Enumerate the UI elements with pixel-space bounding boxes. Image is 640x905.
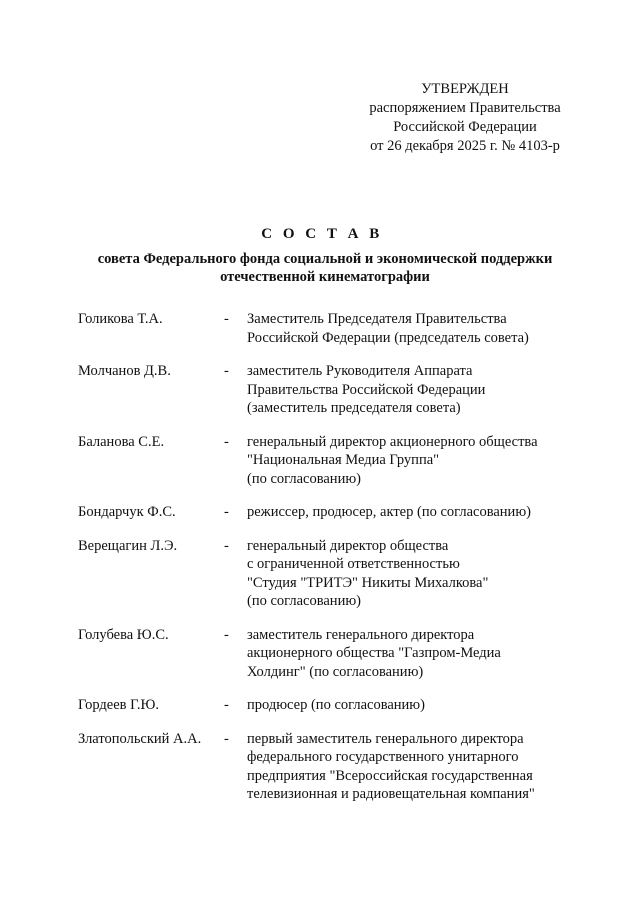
role-line: "Студия "ТРИТЭ" Никиты Михалкова" <box>247 574 489 591</box>
member-name: Верещагин Л.Э. <box>78 537 178 554</box>
role-line: (по согласованию) <box>247 593 361 609</box>
member-dash: - <box>224 730 229 747</box>
role-line: с ограниченной ответственностью <box>247 556 460 572</box>
role-line: акционерного общества "Газпром-Медиа <box>247 645 501 661</box>
member-role <box>247 626 598 682</box>
subtitle-line: совета Федерального фонда социальной и экономической поддержки <box>97 251 553 267</box>
member-row <box>78 503 598 522</box>
member-role <box>247 503 598 522</box>
member-role <box>247 310 598 347</box>
member-row <box>78 696 598 715</box>
member-name: Гордеев Г.Ю. <box>78 697 160 713</box>
member-row <box>78 433 598 489</box>
member-role <box>247 433 598 489</box>
approved-line: от 26 декабря 2025 г. № 4103-р <box>370 138 560 154</box>
role-line: "Национальная Медиа Группа" <box>247 452 440 468</box>
members-list <box>78 310 598 819</box>
role-line: генеральный директор акционерного общества <box>247 433 538 450</box>
role-line: режиссер, продюсер, актер (по согласованию) <box>247 504 531 520</box>
role-line: первый заместитель генерального директора <box>247 730 524 747</box>
role-line: (заместитель председателя совета) <box>247 400 461 416</box>
role-line: Холдинг" (по согласованию) <box>247 663 424 680</box>
role-line: заместитель Руководителя Аппарата <box>247 363 473 379</box>
member-dash: - <box>224 697 229 713</box>
member-name: Бондарчук Ф.С. <box>78 504 176 520</box>
role-line: Российской Федерации (председатель совета) <box>247 329 529 346</box>
member-role <box>247 362 598 418</box>
member-role <box>247 730 598 804</box>
member-dash: - <box>224 626 229 643</box>
role-line: телевизионная и радиовещательная компания" <box>247 786 535 802</box>
member-dash: - <box>224 363 229 379</box>
approved-title: УТВЕРЖДЕН <box>421 81 509 97</box>
role-line: (по согласованию) <box>247 470 361 487</box>
member-dash: - <box>224 504 229 520</box>
member-dash: - <box>224 311 229 327</box>
member-row <box>78 730 598 804</box>
role-line: продюсер (по согласованию) <box>247 697 425 713</box>
member-role <box>247 537 598 611</box>
approved-line: Российской Федерации <box>393 119 537 135</box>
member-name: Молчанов Д.В. <box>78 363 171 379</box>
member-row <box>78 362 598 418</box>
member-dash: - <box>224 537 229 554</box>
role-line: Заместитель Председателя Правительства <box>247 311 507 327</box>
member-dash: - <box>224 433 229 450</box>
role-line: генеральный директор общества <box>247 537 449 554</box>
member-row <box>78 310 598 347</box>
role-line: предприятия "Всероссийская государственная <box>247 767 533 784</box>
approval-stamp <box>330 80 600 156</box>
member-row <box>78 626 598 682</box>
member-name: Златопольский А.А. <box>78 730 202 747</box>
approved-line: распоряжением Правительства <box>369 100 561 116</box>
role-line: заместитель генерального директора <box>247 626 475 643</box>
member-row <box>78 537 598 611</box>
member-role <box>247 696 598 715</box>
role-line: федерального государственного унитарного <box>247 749 519 765</box>
member-name: Голикова Т.А. <box>78 311 163 327</box>
member-name: Баланова С.Е. <box>78 433 165 450</box>
member-name: Голубева Ю.С. <box>78 626 169 643</box>
role-line: Правительства Российской Федерации <box>247 381 486 398</box>
document-subtitle <box>60 250 590 286</box>
document-title: С О С Т А В <box>261 226 383 242</box>
subtitle-line: отечественной кинематографии <box>220 269 430 285</box>
